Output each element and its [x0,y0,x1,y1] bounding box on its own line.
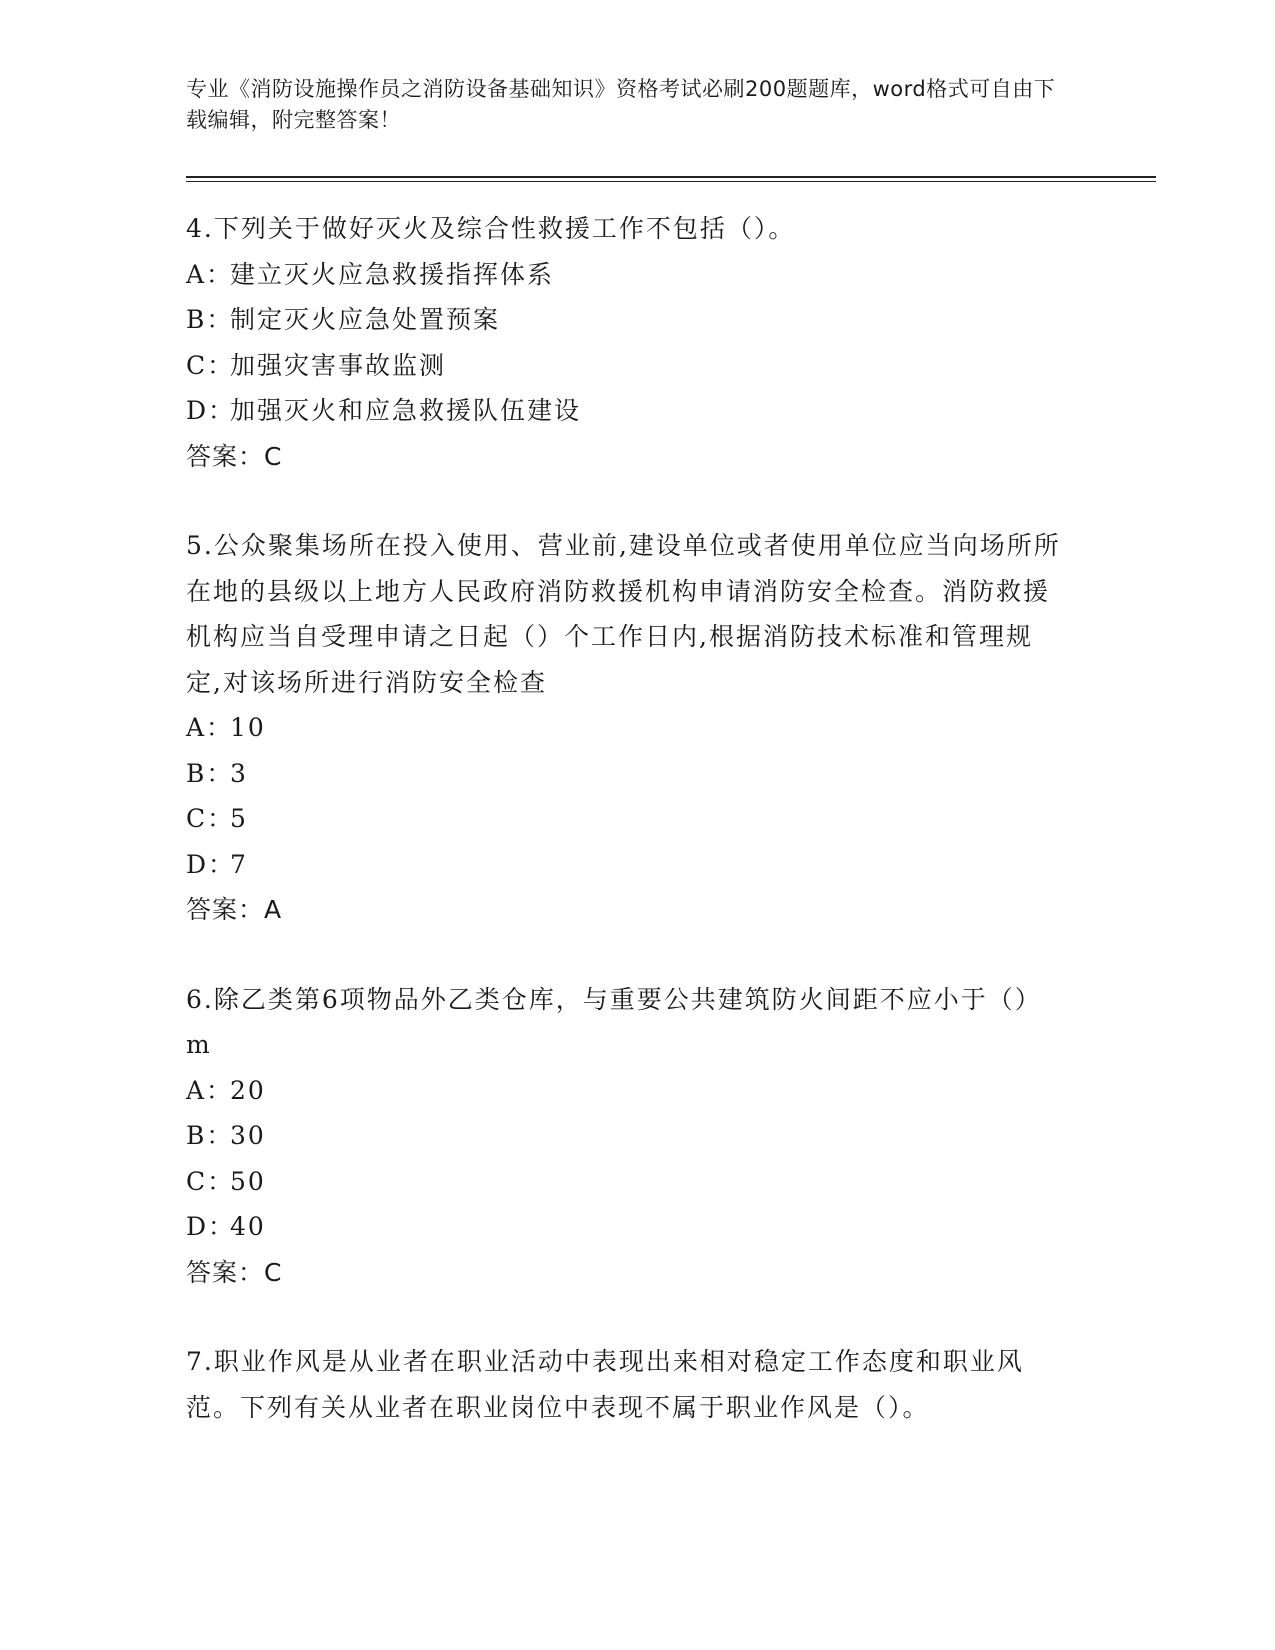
option-c [186,1159,1066,1205]
question-6 [186,977,1066,1296]
option-text: 3 [230,758,248,788]
option-letter: B： [186,305,234,334]
option-letter: B： [186,1121,234,1150]
answer-value: C [264,1257,283,1287]
question-list [186,206,1066,1474]
question-7 [186,1339,1066,1430]
answer-line [186,434,1066,480]
question-5 [186,523,1066,933]
option-b [186,751,1066,797]
answer-value: C [264,441,283,471]
option-d [186,388,1066,434]
option-letter: D： [186,1212,236,1241]
option-c [186,796,1066,842]
option-letter: D： [186,849,236,879]
option-letter: A： [186,713,234,742]
option-d [186,1204,1066,1250]
option-letter: A： [186,259,234,289]
option-c [186,343,1066,389]
option-letter: A： [186,1075,234,1105]
header-divider [186,176,1156,182]
option-letter: D： [186,396,236,425]
option-text: 建立灭火应急救援指挥体系 [230,259,555,289]
option-text: 加强灭火和应急救援队伍建设 [230,396,582,425]
option-letter: C： [186,350,235,380]
option-text: 制定灭火应急处置预案 [230,305,501,334]
option-text: 7 [230,849,248,879]
option-a [186,1068,1066,1114]
question-stem: 7.职业作风是从业者在职业活动中表现出来相对稳定工作态度和职业风范。下列有关从业者在职业岗位中表现不属于职业作风是（）。 [186,1347,1024,1422]
option-a [186,705,1066,751]
option-text: 20 [230,1075,266,1105]
option-letter: C： [186,804,235,833]
option-text: 30 [230,1121,266,1150]
option-letter: C： [186,1166,235,1196]
answer-label: 答案： [186,441,265,471]
option-letter: B： [186,758,234,788]
option-a [186,252,1066,298]
answer-value: A [264,895,283,924]
option-text: 5 [230,804,248,833]
option-b [186,297,1066,343]
question-4 [186,206,1066,479]
document-title: 专业《消防设施操作员之消防设备基础知识》资格考试必刷200题题库，word格式可自由下载编辑，附完整答案！ [186,77,1056,132]
option-text: 10 [230,713,266,742]
question-stem: 6.除乙类第6项物品外乙类仓库，与重要公共建筑防火间距不应小于（）m [186,984,1042,1059]
answer-line [186,887,1066,933]
answer-label: 答案： [186,1257,265,1287]
option-text: 加强灾害事故监测 [230,350,447,380]
question-stem: 5.公众聚集场所在投入使用、营业前,建设单位或者使用单位应当向场所所在地的县级以上地方人民政府消防救援机构申请消防安全检查。消防救援机构应当自受理申请之日起（）个工作日内,根据消防技术标准和管理规定,对该场所进行消防安全检查 [186,531,1061,697]
option-text: 40 [230,1212,266,1241]
answer-label: 答案： [186,895,265,924]
option-text: 50 [230,1166,266,1196]
option-b [186,1113,1066,1159]
answer-line [186,1250,1066,1296]
question-stem: 4.下列关于做好灭火及综合性救援工作不包括（）。 [186,214,796,243]
option-d [186,842,1066,888]
